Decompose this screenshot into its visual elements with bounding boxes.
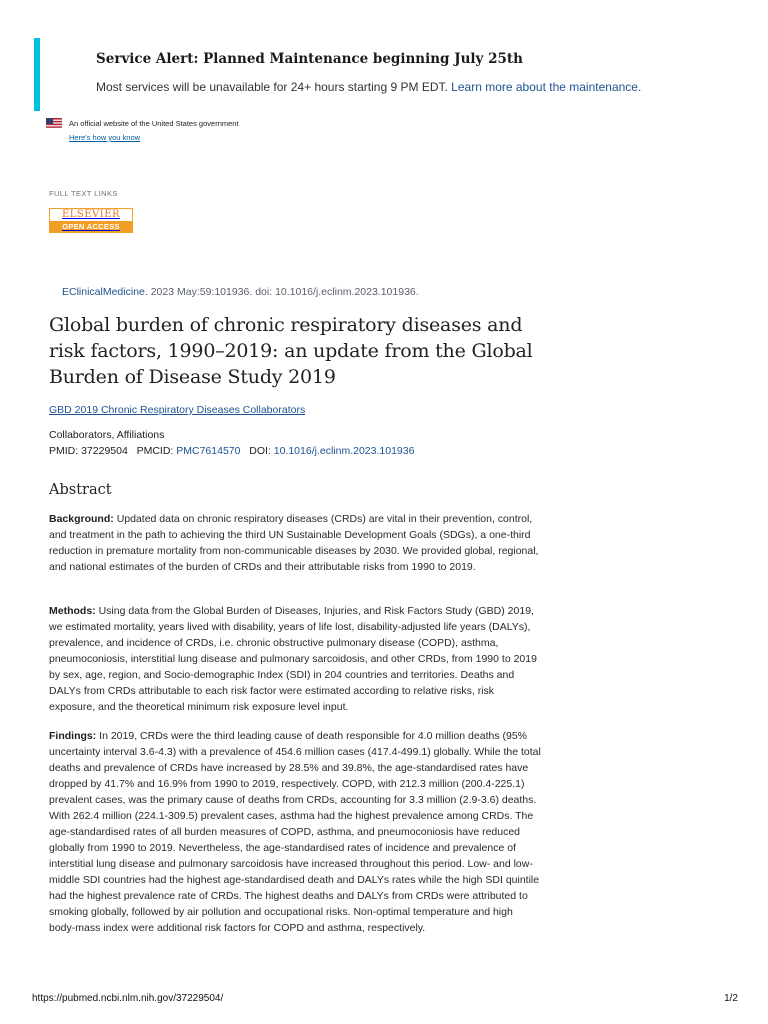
authors-link[interactable]: GBD 2019 Chronic Respiratory Diseases Collaborators (49, 404, 306, 416)
pmcid-link[interactable]: PMC7614570 (176, 445, 241, 457)
citation (62, 286, 419, 298)
pmid-label: PMID: (49, 445, 79, 457)
findings-label: Findings: (49, 730, 97, 742)
elsevier-open-access-button[interactable] (49, 208, 133, 233)
abstract-findings (49, 728, 541, 936)
alert-title: Service Alert: Planned Maintenance beginning July 25th (96, 51, 523, 67)
background-text: Updated data on chronic respiratory diseases (CRDs) are vital in their prevention, control, and treatment in the path to achieving the third UN Sustainable Development Goals (SDGs), a one-third reduction in premature mortality from non-communicable diseases by 2030. We provided global, regional, and national estimates of the burden of CRDs and their attributable risks from 1990 to 2019. (49, 513, 539, 573)
doi-link[interactable]: 10.1016/j.eclinm.2023.101936 (273, 445, 415, 457)
article-identifiers (49, 445, 414, 457)
us-flag-icon (46, 118, 62, 129)
print-footer-page-number: 1/2 (724, 993, 738, 1004)
service-alert (34, 38, 674, 111)
print-footer-url: https://pubmed.ncbi.nlm.nih.gov/37229504/ (32, 993, 224, 1004)
full-text-links-label: FULL TEXT LINKS (49, 189, 118, 198)
pmcid-label: PMCID: (136, 445, 174, 457)
abstract-background (49, 511, 541, 575)
pmid-value: 37229504 (81, 445, 128, 457)
abstract-heading: Abstract (49, 482, 112, 498)
collaborators-affiliations-link[interactable]: Collaborators, Affiliations (49, 429, 165, 441)
gov-official-text: An official website of the United States government (69, 119, 239, 128)
abstract-methods (49, 603, 541, 715)
elsevier-logo-text: ELSEVIER (61, 209, 121, 220)
doi-label: DOI: (249, 445, 271, 457)
alert-message (96, 80, 641, 94)
alert-message-text: Most services will be unavailable for 24+ hours starting 9 PM EDT. (96, 80, 448, 94)
background-label: Background: (49, 513, 114, 525)
methods-text: Using data from the Global Burden of Diseases, Injuries, and Risk Factors Study (GBD) 2019, we estimated mortality, years lived with disability, years of life lost, disability-adjusted life years (DALYs), prevalence, and incidence of CRDs, i.e. chronic obstructive pulmonary disease (COPD), asthma, pneumoconiosis, interstitial lung disease and pulmonary sarcoidosis, and other CRDs, from 1990 to 2019 by sex, age, region, and Socio-demographic Index (SDI) in 204 countries and territories. Deaths and DALYs from CRDs attributable to each risk factor were estimated according to relative risks, risk exposure, and the theoretical minimum risk exposure level input. (49, 605, 537, 713)
alert-learn-more-link[interactable]: Learn more about the maintenance. (451, 80, 642, 94)
alert-accent-bar (34, 38, 40, 111)
article-title: Global burden of chronic respiratory diseases and risk factors, 1990–2019: an update from the Global Burden of Disease Study 2019 (49, 314, 533, 388)
methods-label: Methods: (49, 605, 96, 617)
gov-how-you-know-link[interactable]: Here's how you know (69, 133, 141, 142)
findings-text: In 2019, CRDs were the third leading cause of death responsible for 4.0 million deaths (95% uncertainty interval 3.6-4.3) with a prevalence of 454.6 million cases (417.4-499.1) globally. While the total deaths and prevalence of CRDs have increased by 28.5% and 39.8%, the age-standardised rates have dropped by 41.7% and 16.9% from 1990 to 2019, respectively. COPD, with 212.3 million (200.4-225.1) prevalent cases, was the primary cause of deaths from CRDs, accounting for 3.3 million (2.9-3.6) deaths. With 262.4 million (224.1-309.5) prevalent cases, asthma had the highest prevalence among CRDs. The age-standardised rates of all burden measures of COPD, asthma, and pneumoconiosis have reduced globally from 1990 to 2019. Nevertheless, the age-standardised rates of incidence and prevalence of interstitial lung disease and pulmonary sarcoidosis have increased throughout this period. Low- and low-middle SDI countries had the highest age-standardised death and DALYs rates while the high SDI quintile had the highest prevalence rate of CRDs. The highest deaths and DALYs from CRDs were attributed to smoking globally, followed by air pollution and occupational risks. Non-optimal temperature and high body-mass index were additional risk factors for COPD and asthma, respectively. (49, 730, 541, 934)
citation-details: 2023 May:59:101936. doi: 10.1016/j.eclinm.2023.101936. (150, 286, 419, 298)
journal-link[interactable]: EClinicalMedicine. (62, 286, 148, 298)
open-access-badge: OPEN ACCESS (50, 221, 132, 232)
